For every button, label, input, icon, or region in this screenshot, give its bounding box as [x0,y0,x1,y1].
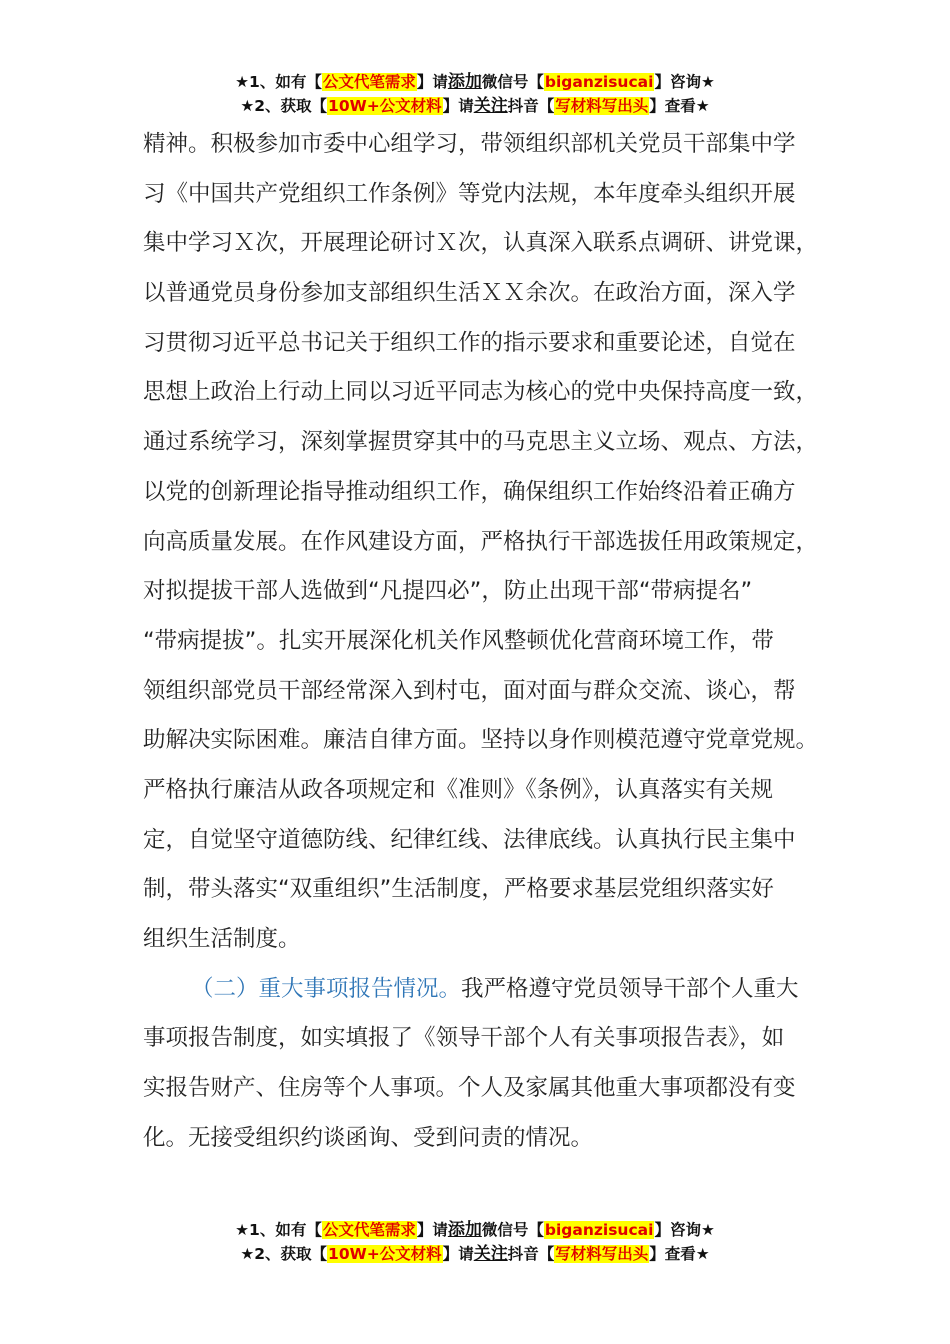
banner-underlined: 添加 [447,1220,482,1240]
body-line: 定，自觉坚守道德防线、纪律红线、法律底线。认真执行民主集中 [143,826,796,853]
body-line: 以党的创新理论指导推动组织工作，确保组织工作始终沿着正确方 [143,478,796,505]
banner-line-1 [0,1218,950,1242]
banner-text: 】请 [416,1221,448,1239]
section-2-first-line [143,965,823,1015]
banner-highlight: 10W+公文材料 [328,97,442,115]
body-line: 集中学习Ｘ次，开展理论研讨Ｘ次，认真深入联系点调研、讲党课， [143,230,819,257]
section-2-text: 我严格遵守党员领导干部个人重大 [461,975,799,1002]
banner-text: ★2、获取【 [240,97,328,115]
body-line: 化。无接受组织约谈函询、受到问责的情况。 [143,1124,594,1151]
banner-underlined: 添加 [447,72,482,92]
banner-text: ★1、如有【 [235,1221,322,1239]
banner-text: 】咨询★ [654,73,715,91]
banner-highlight: 写材料写出头 [555,1245,649,1263]
banner-underlined: 关注 [473,96,508,116]
body-line: 习《中国共产党组织工作条例》等党内法规，本年度牵头组织开展 [143,180,796,207]
banner-text: ★2、获取【 [240,1245,328,1263]
body-line: 习贯彻习近平总书记关于组织工作的指示要求和重要论述，自觉在 [143,329,796,356]
banner-highlight: biganzisucai [544,1221,654,1239]
banner-text: 】查看★ [649,97,710,115]
top-banner [0,70,950,118]
body-line: 向高质量发展。在作风建设方面，严格执行干部选拔任用政策规定， [143,528,819,555]
banner-line-2 [0,94,950,118]
body-line: 事项报告制度，如实填报了《领导干部个人有关事项报告表》，如 [143,1025,785,1052]
banner-highlight: 10W+公文材料 [328,1245,442,1263]
banner-highlight: 公文代笔需求 [322,1221,416,1239]
banner-text: ★1、如有【 [235,73,322,91]
banner-text: 微信号【 [481,1221,544,1239]
body-line: 组织生活制度。 [143,926,301,952]
body-line: 以普通党员身份参加支部组织生活ＸＸ余次。在政治方面，深入学 [143,280,796,307]
banner-text: 】查看★ [649,1245,710,1263]
body-line: 实报告财产、住房等个人事项。个人及家属其他重大事项都没有变 [143,1075,796,1102]
body-line: 对拟提拔干部人选做到“凡提四必”，防止出现干部“带病提名” [143,578,753,605]
body-line: 通过系统学习，深刻掌握贯穿其中的马克思主义立场、观点、方法， [143,429,819,456]
banner-line-1 [0,70,950,94]
banner-highlight: 写材料写出头 [555,97,649,115]
body-line: “带病提拔”。扎实开展深化机关作风整顿优化营商环境工作，带 [143,627,774,654]
banner-highlight: 公文代笔需求 [322,73,416,91]
banner-text: 】咨询★ [654,1221,715,1239]
body-line: 领组织部党员干部经常深入到村屯，面对面与群众交流、谈心，帮 [143,677,796,704]
banner-text: 】请 [416,73,448,91]
banner-text: 】请 [442,97,474,115]
bottom-banner [0,1218,950,1266]
banner-text: 】请 [442,1245,474,1263]
body-line: 思想上政治上行动上同以习近平同志为核心的党中央保持高度一致， [143,379,819,406]
banner-text: 抖音【 [507,97,555,115]
banner-text: 抖音【 [507,1245,555,1263]
banner-highlight: biganzisucai [544,73,654,91]
body-line: 精神。积极参加市委中心组学习，带领组织部机关党员干部集中学 [143,131,796,157]
body-line: 制，带头落实“双重组织”生活制度，严格要求基层党组织落实好 [143,876,774,903]
banner-line-2 [0,1242,950,1266]
body-line: 助解决实际困难。廉洁自律方面。坚持以身作则模范遵守党章党规。 [143,727,819,754]
body-line: 严格执行廉洁从政各项规定和《准则》《条例》，认真落实有关规 [143,776,774,803]
banner-text: 微信号【 [481,73,544,91]
section-2-heading: （二）重大事项报告情况。 [191,975,462,1002]
banner-underlined: 关注 [473,1244,508,1264]
document-body [143,120,823,1163]
